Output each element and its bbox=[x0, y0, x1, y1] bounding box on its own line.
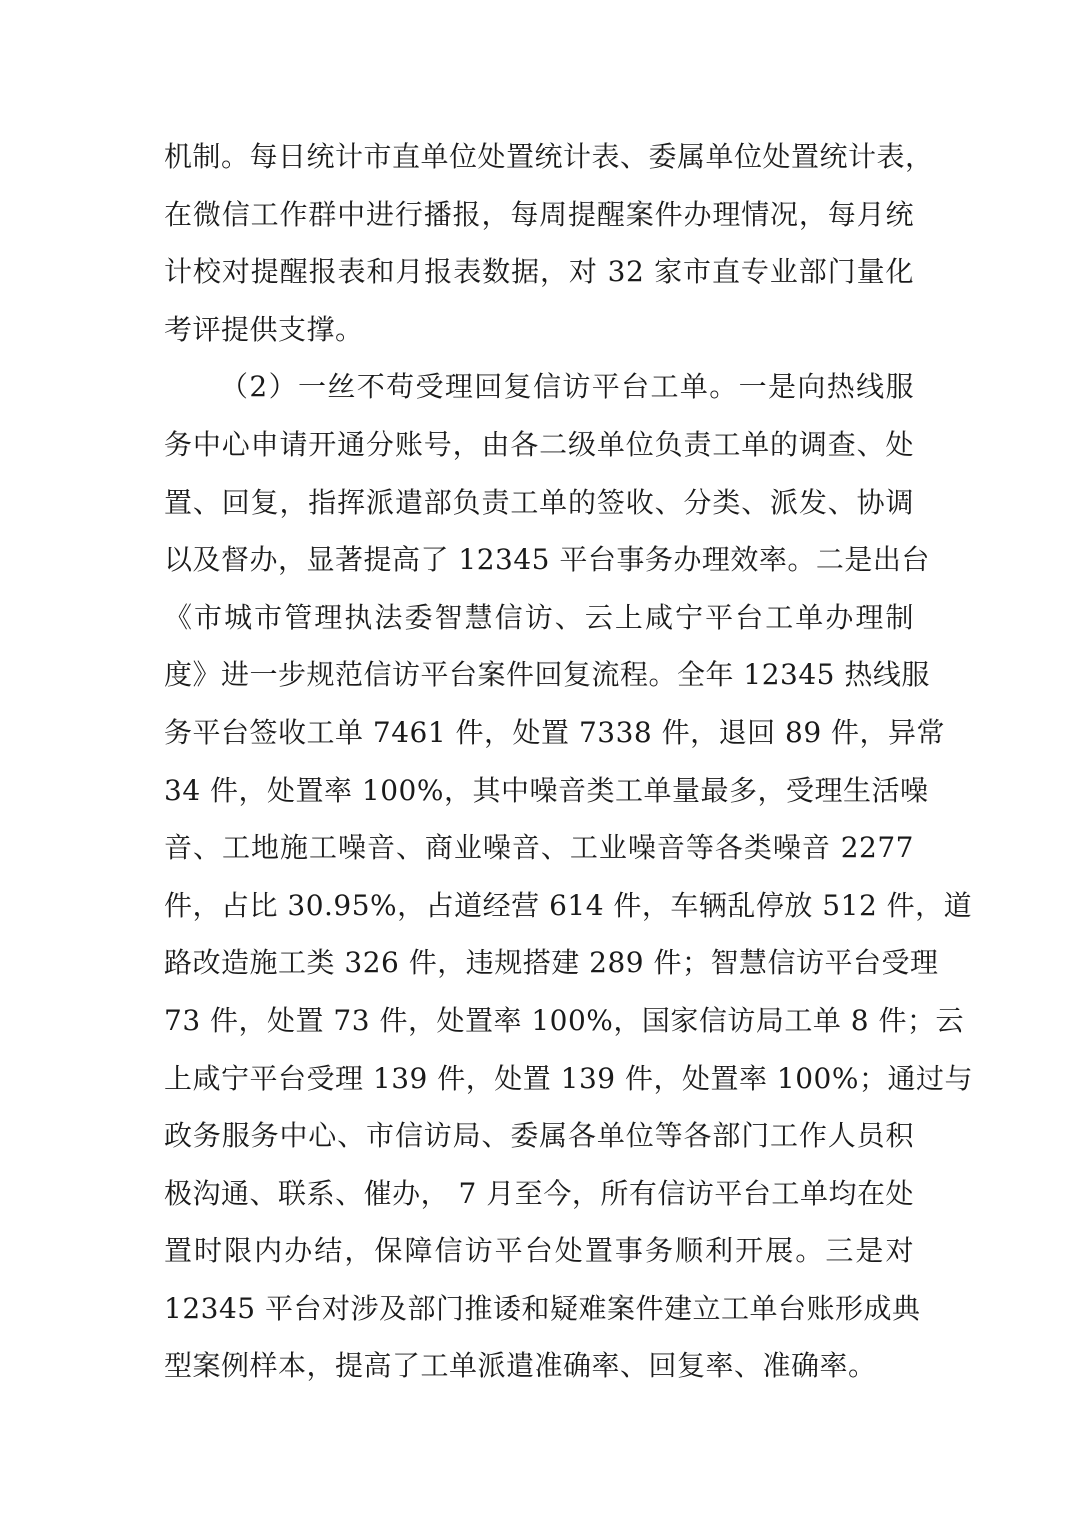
text-line: 置时限内办结，保障信访平台处置事务顺利开展。三是对 bbox=[164, 1234, 914, 1268]
text-line: 件，占比 30.95%，占道经营 614 件，车辆乱停放 512 件，道 bbox=[164, 888, 973, 922]
text-line: 音、工地施工噪音、商业噪音、工业噪音等各类噪音 2277 bbox=[164, 831, 914, 865]
text-line: 上咸宁平台受理 139 件，处置 139 件，处置率 100%；通过与 bbox=[164, 1061, 973, 1095]
text-line: 34 件，处置率 100%，其中噪音类工单量最多，受理生活噪 bbox=[164, 773, 929, 807]
text-line: 政务服务中心、市信访局、委属各单位等各部门工作人员积 bbox=[164, 1119, 914, 1153]
text-line: 置、回复，指挥派遣部负责工单的签收、分类、派发、协调 bbox=[164, 485, 914, 519]
body-text bbox=[164, 128, 973, 1395]
text-line: 机制。每日统计市直单位处置统计表、委属单位处置统计表， bbox=[164, 140, 934, 173]
text-line: 路改造施工类 326 件，违规搭建 289 件；智慧信访平台受理 bbox=[164, 946, 939, 980]
text-line: 型案例样本，提高了工单派遣准确率、回复率、准确率。 bbox=[164, 1349, 877, 1383]
paragraph-heading-line: （2）一丝不苟受理回复信访平台工单。一是向热线服 bbox=[220, 370, 914, 404]
text-line: 务中心申请开通分账号，由各二级单位负责工单的调查、处 bbox=[164, 427, 914, 461]
text-line: 度》进一步规范信访平台案件回复流程。全年 12345 热线服 bbox=[164, 658, 930, 692]
text-line: 《市城市管理执法委智慧信访、云上咸宁平台工单办理制 bbox=[164, 600, 914, 634]
text-line: 以及督办，显著提高了 12345 平台事务办理效率。二是出台 bbox=[164, 543, 930, 577]
text-line: 极沟通、联系、催办， 7 月至今，所有信访平台工单均在处 bbox=[164, 1176, 914, 1210]
text-line: 12345 平台对涉及部门推诿和疑难案件建立工单台账形成典 bbox=[164, 1291, 921, 1325]
text-line: 考评提供支撑。 bbox=[164, 312, 364, 346]
text-line: 73 件，处置 73 件，处置率 100%，国家信访局工单 8 件；云 bbox=[164, 1003, 965, 1037]
text-line: 在微信工作群中进行播报，每周提醒案件办理情况，每月统 bbox=[164, 197, 914, 231]
text-line: 务平台签收工单 7461 件，处置 7338 件，退回 89 件，异常 bbox=[164, 715, 946, 749]
text-line: 计校对提醒报表和月报表数据，对 32 家市直专业部门量化 bbox=[164, 255, 914, 289]
